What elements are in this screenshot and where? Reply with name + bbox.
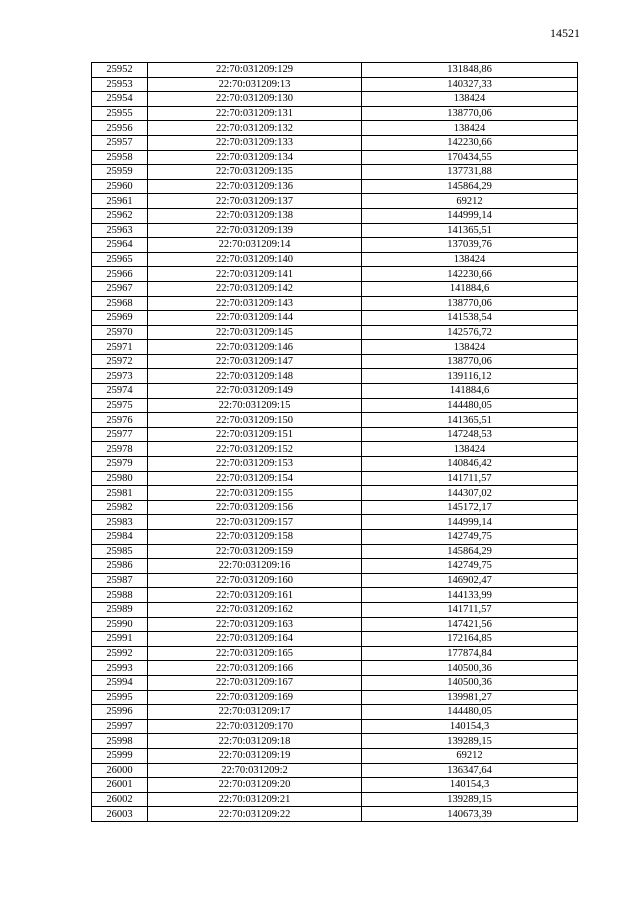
table-row (92, 340, 578, 355)
row-number-cell: 26000 (92, 763, 148, 778)
table-row (92, 705, 578, 720)
cadastral-number-cell: 22:70:031209:2 (148, 763, 362, 778)
row-number-cell: 25960 (92, 179, 148, 194)
cadastral-value-cell: 141365,51 (362, 413, 578, 428)
cadastral-number-cell: 22:70:031209:136 (148, 179, 362, 194)
cadastral-value-cell: 141711,57 (362, 471, 578, 486)
cadastral-number-cell: 22:70:031209:138 (148, 208, 362, 223)
cadastral-number-cell: 22:70:031209:165 (148, 646, 362, 661)
cadastral-number-cell: 22:70:031209:151 (148, 427, 362, 442)
cadastral-value-cell: 138424 (362, 92, 578, 107)
table-row (92, 471, 578, 486)
cadastral-value-cell: 137731,88 (362, 165, 578, 180)
cadastral-value-cell: 145864,29 (362, 544, 578, 559)
cadastral-number-cell: 22:70:031209:157 (148, 515, 362, 530)
row-number-cell: 26001 (92, 778, 148, 793)
table-row (92, 150, 578, 165)
cadastral-value-cell: 144307,02 (362, 486, 578, 501)
cadastral-number-cell: 22:70:031209:163 (148, 617, 362, 632)
row-number-cell: 25977 (92, 427, 148, 442)
cadastral-value-cell: 140500,36 (362, 661, 578, 676)
cadastral-value-cell: 140500,36 (362, 675, 578, 690)
cadastral-number-cell: 22:70:031209:137 (148, 194, 362, 209)
row-number-cell: 25986 (92, 559, 148, 574)
cadastral-number-cell: 22:70:031209:156 (148, 500, 362, 515)
row-number-cell: 25979 (92, 457, 148, 472)
row-number-cell: 25978 (92, 442, 148, 457)
row-number-cell: 25962 (92, 208, 148, 223)
cadastral-number-cell: 22:70:031209:143 (148, 296, 362, 311)
cadastral-number-cell: 22:70:031209:152 (148, 442, 362, 457)
row-number-cell: 25983 (92, 515, 148, 530)
cadastral-value-cell: 144999,14 (362, 515, 578, 530)
cadastral-value-cell: 140673,39 (362, 807, 578, 822)
cadastral-number-cell: 22:70:031209:132 (148, 121, 362, 136)
cadastral-value-cell: 170434,55 (362, 150, 578, 165)
row-number-cell: 25976 (92, 413, 148, 428)
row-number-cell: 25968 (92, 296, 148, 311)
cadastral-number-cell: 22:70:031209:153 (148, 457, 362, 472)
row-number-cell: 25955 (92, 106, 148, 121)
table-row (92, 238, 578, 253)
cadastral-value-cell: 139116,12 (362, 369, 578, 384)
table-row (92, 369, 578, 384)
table-row (92, 544, 578, 559)
cadastral-value-cell: 138770,06 (362, 354, 578, 369)
table-row (92, 530, 578, 545)
row-number-cell: 25974 (92, 384, 148, 399)
row-number-cell: 25987 (92, 573, 148, 588)
table-row (92, 92, 578, 107)
table-row (92, 427, 578, 442)
cadastral-number-cell: 22:70:031209:160 (148, 573, 362, 588)
cadastral-number-cell: 22:70:031209:167 (148, 675, 362, 690)
cadastral-value-cell: 139289,15 (362, 734, 578, 749)
table-row (92, 413, 578, 428)
row-number-cell: 25953 (92, 77, 148, 92)
row-number-cell: 25989 (92, 602, 148, 617)
cadastral-number-cell: 22:70:031209:13 (148, 77, 362, 92)
cadastral-value-cell: 69212 (362, 194, 578, 209)
cadastral-number-cell: 22:70:031209:155 (148, 486, 362, 501)
cadastral-value-cell: 138770,06 (362, 296, 578, 311)
table-row (92, 223, 578, 238)
cadastral-number-cell: 22:70:031209:159 (148, 544, 362, 559)
row-number-cell: 26002 (92, 792, 148, 807)
table-row (92, 675, 578, 690)
cadastral-number-cell: 22:70:031209:15 (148, 398, 362, 413)
cadastral-value-cell: 145172,17 (362, 500, 578, 515)
cadastral-value-cell: 142576,72 (362, 325, 578, 340)
table-row (92, 573, 578, 588)
cadastral-number-cell: 22:70:031209:134 (148, 150, 362, 165)
cadastral-number-cell: 22:70:031209:135 (148, 165, 362, 180)
cadastral-number-cell: 22:70:031209:158 (148, 530, 362, 545)
table-row (92, 559, 578, 574)
cadastral-value-cell: 141538,54 (362, 311, 578, 326)
row-number-cell: 25994 (92, 675, 148, 690)
cadastral-value-cell: 141884,6 (362, 281, 578, 296)
cadastral-value-cell: 141711,57 (362, 602, 578, 617)
table-row (92, 267, 578, 282)
cadastral-value-cell: 138424 (362, 442, 578, 457)
row-number-cell: 25967 (92, 281, 148, 296)
cadastral-number-cell: 22:70:031209:141 (148, 267, 362, 282)
table-row (92, 296, 578, 311)
cadastral-value-cell: 136347,64 (362, 763, 578, 778)
table-row (92, 719, 578, 734)
cadastral-number-cell: 22:70:031209:146 (148, 340, 362, 355)
page-number: 14521 (550, 26, 580, 40)
table-row (92, 165, 578, 180)
table-row (92, 807, 578, 822)
cadastral-value-cell: 144480,05 (362, 705, 578, 720)
cadastral-number-cell: 22:70:031209:14 (148, 238, 362, 253)
cadastral-number-cell: 22:70:031209:20 (148, 778, 362, 793)
cadastral-number-cell: 22:70:031209:149 (148, 384, 362, 399)
row-number-cell: 25991 (92, 632, 148, 647)
table-row (92, 77, 578, 92)
table-row (92, 442, 578, 457)
cadastral-value-cell: 145864,29 (362, 179, 578, 194)
cadastral-number-cell: 22:70:031209:142 (148, 281, 362, 296)
cadastral-value-cell: 142749,75 (362, 559, 578, 574)
row-number-cell: 25975 (92, 398, 148, 413)
table-row (92, 486, 578, 501)
cadastral-number-cell: 22:70:031209:22 (148, 807, 362, 822)
cadastral-value-cell: 138424 (362, 340, 578, 355)
cadastral-value-cell: 140154,3 (362, 719, 578, 734)
table-row (92, 778, 578, 793)
table-row (92, 179, 578, 194)
row-number-cell: 25961 (92, 194, 148, 209)
row-number-cell: 25973 (92, 369, 148, 384)
cadastral-value-cell: 69212 (362, 748, 578, 763)
table-row (92, 617, 578, 632)
table-row (92, 311, 578, 326)
row-number-cell: 25995 (92, 690, 148, 705)
cadastral-number-cell: 22:70:031209:129 (148, 63, 362, 78)
cadastral-value-cell: 138424 (362, 252, 578, 267)
table-row (92, 690, 578, 705)
row-number-cell: 25997 (92, 719, 148, 734)
cadastral-value-cell: 140846,42 (362, 457, 578, 472)
row-number-cell: 25998 (92, 734, 148, 749)
cadastral-value-cell: 140154,3 (362, 778, 578, 793)
table-row (92, 763, 578, 778)
row-number-cell: 25971 (92, 340, 148, 355)
cadastral-value-cell: 144480,05 (362, 398, 578, 413)
cadastral-value-cell: 146902,47 (362, 573, 578, 588)
cadastral-number-cell: 22:70:031209:150 (148, 413, 362, 428)
cadastral-number-cell: 22:70:031209:162 (148, 602, 362, 617)
table-row (92, 208, 578, 223)
row-number-cell: 25993 (92, 661, 148, 676)
row-number-cell: 25965 (92, 252, 148, 267)
cadastral-value-cell: 137039,76 (362, 238, 578, 253)
table-row (92, 646, 578, 661)
table-row (92, 457, 578, 472)
row-number-cell: 25966 (92, 267, 148, 282)
row-number-cell: 25958 (92, 150, 148, 165)
cadastral-value-cell: 140327,33 (362, 77, 578, 92)
cadastral-number-cell: 22:70:031209:144 (148, 311, 362, 326)
cadastral-number-cell: 22:70:031209:148 (148, 369, 362, 384)
cadastral-number-cell: 22:70:031209:145 (148, 325, 362, 340)
cadastral-value-cell: 142749,75 (362, 530, 578, 545)
table-row (92, 748, 578, 763)
row-number-cell: 25992 (92, 646, 148, 661)
table-row (92, 602, 578, 617)
table-row (92, 121, 578, 136)
cadastral-number-cell: 22:70:031209:147 (148, 354, 362, 369)
table-row (92, 281, 578, 296)
cadastral-value-cell: 139289,15 (362, 792, 578, 807)
table-row (92, 384, 578, 399)
row-number-cell: 25963 (92, 223, 148, 238)
row-number-cell: 25952 (92, 63, 148, 78)
cadastral-number-cell: 22:70:031209:140 (148, 252, 362, 267)
row-number-cell: 26003 (92, 807, 148, 822)
table-row (92, 106, 578, 121)
cadastral-value-cell: 138424 (362, 121, 578, 136)
cadastral-number-cell: 22:70:031209:164 (148, 632, 362, 647)
row-number-cell: 25980 (92, 471, 148, 486)
cadastral-value-cell: 139981,27 (362, 690, 578, 705)
cadastral-value-cell: 131848,86 (362, 63, 578, 78)
row-number-cell: 25969 (92, 311, 148, 326)
cadastral-value-cell: 141365,51 (362, 223, 578, 238)
cadastral-value-cell: 147421,56 (362, 617, 578, 632)
cadastral-number-cell: 22:70:031209:131 (148, 106, 362, 121)
cadastral-value-cell: 177874,84 (362, 646, 578, 661)
cadastral-value-cell: 144133,99 (362, 588, 578, 603)
cadastral-value-cell: 142230,66 (362, 135, 578, 150)
cadastral-number-cell: 22:70:031209:170 (148, 719, 362, 734)
cadastral-number-cell: 22:70:031209:133 (148, 135, 362, 150)
table-body (92, 63, 578, 822)
row-number-cell: 25959 (92, 165, 148, 180)
table-row (92, 252, 578, 267)
table-row (92, 354, 578, 369)
table-row (92, 588, 578, 603)
cadastral-value-cell: 142230,66 (362, 267, 578, 282)
cadastral-number-cell: 22:70:031209:139 (148, 223, 362, 238)
cadastral-number-cell: 22:70:031209:130 (148, 92, 362, 107)
table-row (92, 661, 578, 676)
table-row (92, 500, 578, 515)
table-row (92, 398, 578, 413)
cadastral-number-cell: 22:70:031209:17 (148, 705, 362, 720)
row-number-cell: 25956 (92, 121, 148, 136)
cadastral-number-cell: 22:70:031209:166 (148, 661, 362, 676)
table-row (92, 792, 578, 807)
row-number-cell: 25964 (92, 238, 148, 253)
table-row (92, 734, 578, 749)
row-number-cell: 25999 (92, 748, 148, 763)
cadastral-number-cell: 22:70:031209:21 (148, 792, 362, 807)
cadastral-number-cell: 22:70:031209:161 (148, 588, 362, 603)
table-row (92, 632, 578, 647)
cadastral-value-cell: 147248,53 (362, 427, 578, 442)
row-number-cell: 25982 (92, 500, 148, 515)
cadastral-number-cell: 22:70:031209:19 (148, 748, 362, 763)
row-number-cell: 25996 (92, 705, 148, 720)
row-number-cell: 25957 (92, 135, 148, 150)
row-number-cell: 25988 (92, 588, 148, 603)
cadastral-value-cell: 172164,85 (362, 632, 578, 647)
cadastral-number-cell: 22:70:031209:154 (148, 471, 362, 486)
cadastral-value-cell: 141884,6 (362, 384, 578, 399)
row-number-cell: 25985 (92, 544, 148, 559)
cadastral-number-cell: 22:70:031209:18 (148, 734, 362, 749)
cadastral-value-table (91, 62, 578, 822)
cadastral-value-cell: 144999,14 (362, 208, 578, 223)
row-number-cell: 25984 (92, 530, 148, 545)
cadastral-number-cell: 22:70:031209:169 (148, 690, 362, 705)
row-number-cell: 25990 (92, 617, 148, 632)
table-row (92, 325, 578, 340)
table-row (92, 194, 578, 209)
row-number-cell: 25954 (92, 92, 148, 107)
row-number-cell: 25970 (92, 325, 148, 340)
table-row (92, 63, 578, 78)
table-row (92, 135, 578, 150)
table-row (92, 515, 578, 530)
row-number-cell: 25981 (92, 486, 148, 501)
row-number-cell: 25972 (92, 354, 148, 369)
cadastral-number-cell: 22:70:031209:16 (148, 559, 362, 574)
cadastral-value-cell: 138770,06 (362, 106, 578, 121)
